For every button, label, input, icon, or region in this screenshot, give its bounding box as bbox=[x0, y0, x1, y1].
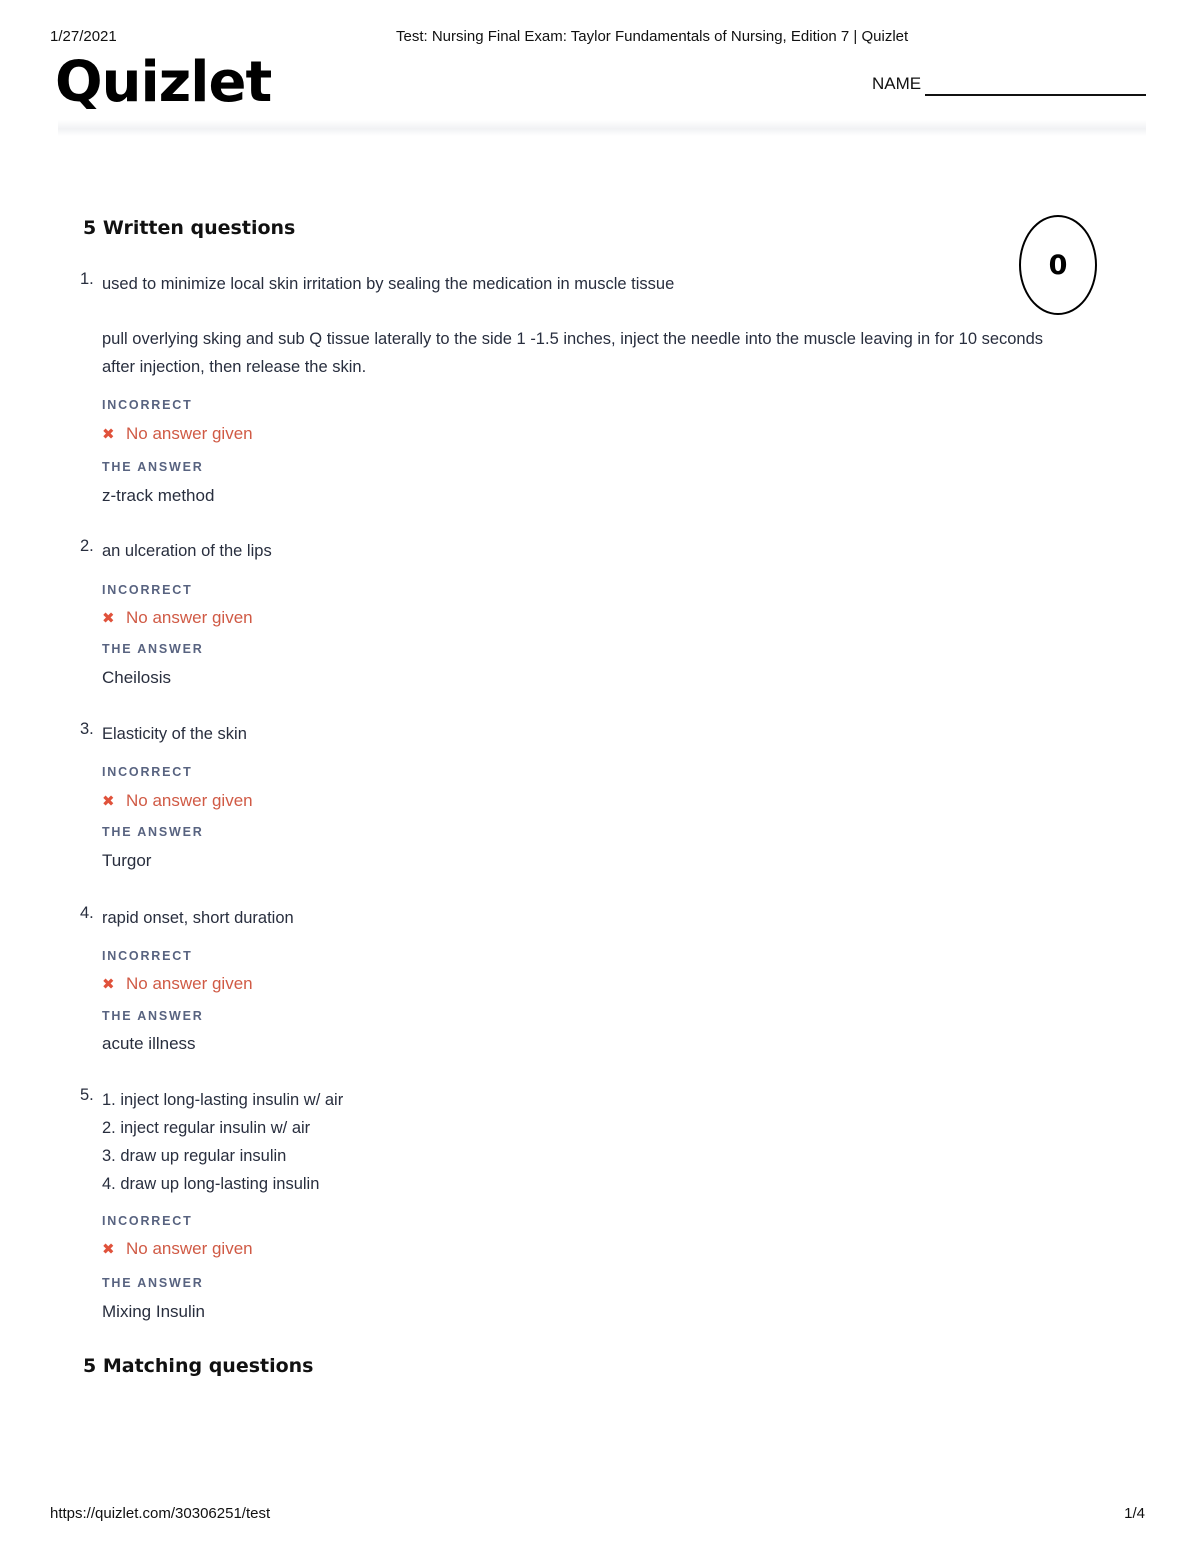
score-circle: 0 bbox=[1019, 215, 1097, 315]
question-number: 1. bbox=[80, 270, 94, 288]
the-answer-label: THE ANSWER bbox=[102, 460, 204, 474]
prompt-line: used to minimize local skin irritation by sealing the medication in muscle tissue bbox=[102, 275, 675, 293]
user-response bbox=[102, 608, 253, 628]
matching-questions-title: 5 Matching questions bbox=[83, 1355, 314, 1377]
question-prompt bbox=[102, 270, 1142, 381]
x-icon: ✖ bbox=[102, 793, 115, 810]
incorrect-label: INCORRECT bbox=[102, 765, 193, 779]
question-prompt bbox=[102, 904, 1142, 932]
correct-answer: acute illness bbox=[102, 1034, 196, 1053]
x-icon: ✖ bbox=[102, 1241, 115, 1258]
prompt-spacer bbox=[102, 298, 1142, 325]
user-response bbox=[102, 424, 253, 444]
x-icon: ✖ bbox=[102, 426, 115, 443]
quizlet-logo: Quizlet bbox=[55, 50, 272, 115]
correct-answer: Turgor bbox=[102, 851, 152, 870]
question-number: 4. bbox=[80, 904, 94, 922]
no-answer-text: No answer given bbox=[126, 424, 253, 443]
user-response bbox=[102, 1239, 253, 1259]
prompt-line: an ulceration of the lips bbox=[102, 542, 272, 560]
header-divider bbox=[58, 120, 1146, 136]
prompt-line: 2. inject regular insulin w/ air bbox=[102, 1119, 311, 1137]
question-number: 2. bbox=[80, 537, 94, 555]
no-answer-text: No answer given bbox=[126, 1239, 253, 1258]
prompt-line: 3. draw up regular insulin bbox=[102, 1147, 287, 1165]
name-label: NAME bbox=[872, 74, 922, 93]
prompt-line: pull overlying sking and sub Q tissue laterally to the side 1 -1.5 inches, inject the needle into the muscle leaving in for 10 seconds bbox=[102, 330, 1044, 348]
the-answer-label: THE ANSWER bbox=[102, 1276, 204, 1290]
the-answer-label: THE ANSWER bbox=[102, 1009, 204, 1023]
prompt-line: rapid onset, short duration bbox=[102, 909, 294, 927]
print-page-title: Test: Nursing Final Exam: Taylor Fundamentals of Nursing, Edition 7 | Quizlet bbox=[396, 28, 909, 45]
question-number: 5. bbox=[80, 1086, 94, 1104]
name-blank-line bbox=[925, 94, 1146, 96]
user-response bbox=[102, 974, 253, 994]
incorrect-label: INCORRECT bbox=[102, 583, 193, 597]
the-answer-label: THE ANSWER bbox=[102, 825, 204, 839]
incorrect-label: INCORRECT bbox=[102, 398, 193, 412]
x-icon: ✖ bbox=[102, 610, 115, 627]
the-answer-label: THE ANSWER bbox=[102, 642, 204, 656]
no-answer-text: No answer given bbox=[126, 974, 253, 993]
x-icon: ✖ bbox=[102, 976, 115, 993]
incorrect-label: INCORRECT bbox=[102, 1214, 193, 1228]
prompt-line: Elasticity of the skin bbox=[102, 725, 247, 743]
written-questions-title: 5 Written questions bbox=[83, 217, 296, 239]
question-number: 3. bbox=[80, 720, 94, 738]
question-prompt bbox=[102, 537, 1142, 565]
print-header bbox=[50, 28, 1145, 48]
correct-answer: z-track method bbox=[102, 486, 215, 505]
prompt-line: after injection, then release the skin. bbox=[102, 358, 367, 376]
correct-answer: Cheilosis bbox=[102, 668, 171, 687]
correct-answer: Mixing Insulin bbox=[102, 1302, 205, 1321]
no-answer-text: No answer given bbox=[126, 608, 253, 627]
user-response bbox=[102, 791, 253, 811]
question-prompt bbox=[102, 1086, 1142, 1198]
incorrect-label: INCORRECT bbox=[102, 949, 193, 963]
print-date: 1/27/2021 bbox=[50, 28, 117, 45]
page-url: https://quizlet.com/30306251/test bbox=[50, 1505, 271, 1522]
page-number: 1/4 bbox=[1124, 1505, 1145, 1522]
question-prompt bbox=[102, 720, 1142, 748]
prompt-line: 1. inject long-lasting insulin w/ air bbox=[102, 1091, 344, 1109]
prompt-line: 4. draw up long-lasting insulin bbox=[102, 1175, 320, 1193]
no-answer-text: No answer given bbox=[126, 791, 253, 810]
